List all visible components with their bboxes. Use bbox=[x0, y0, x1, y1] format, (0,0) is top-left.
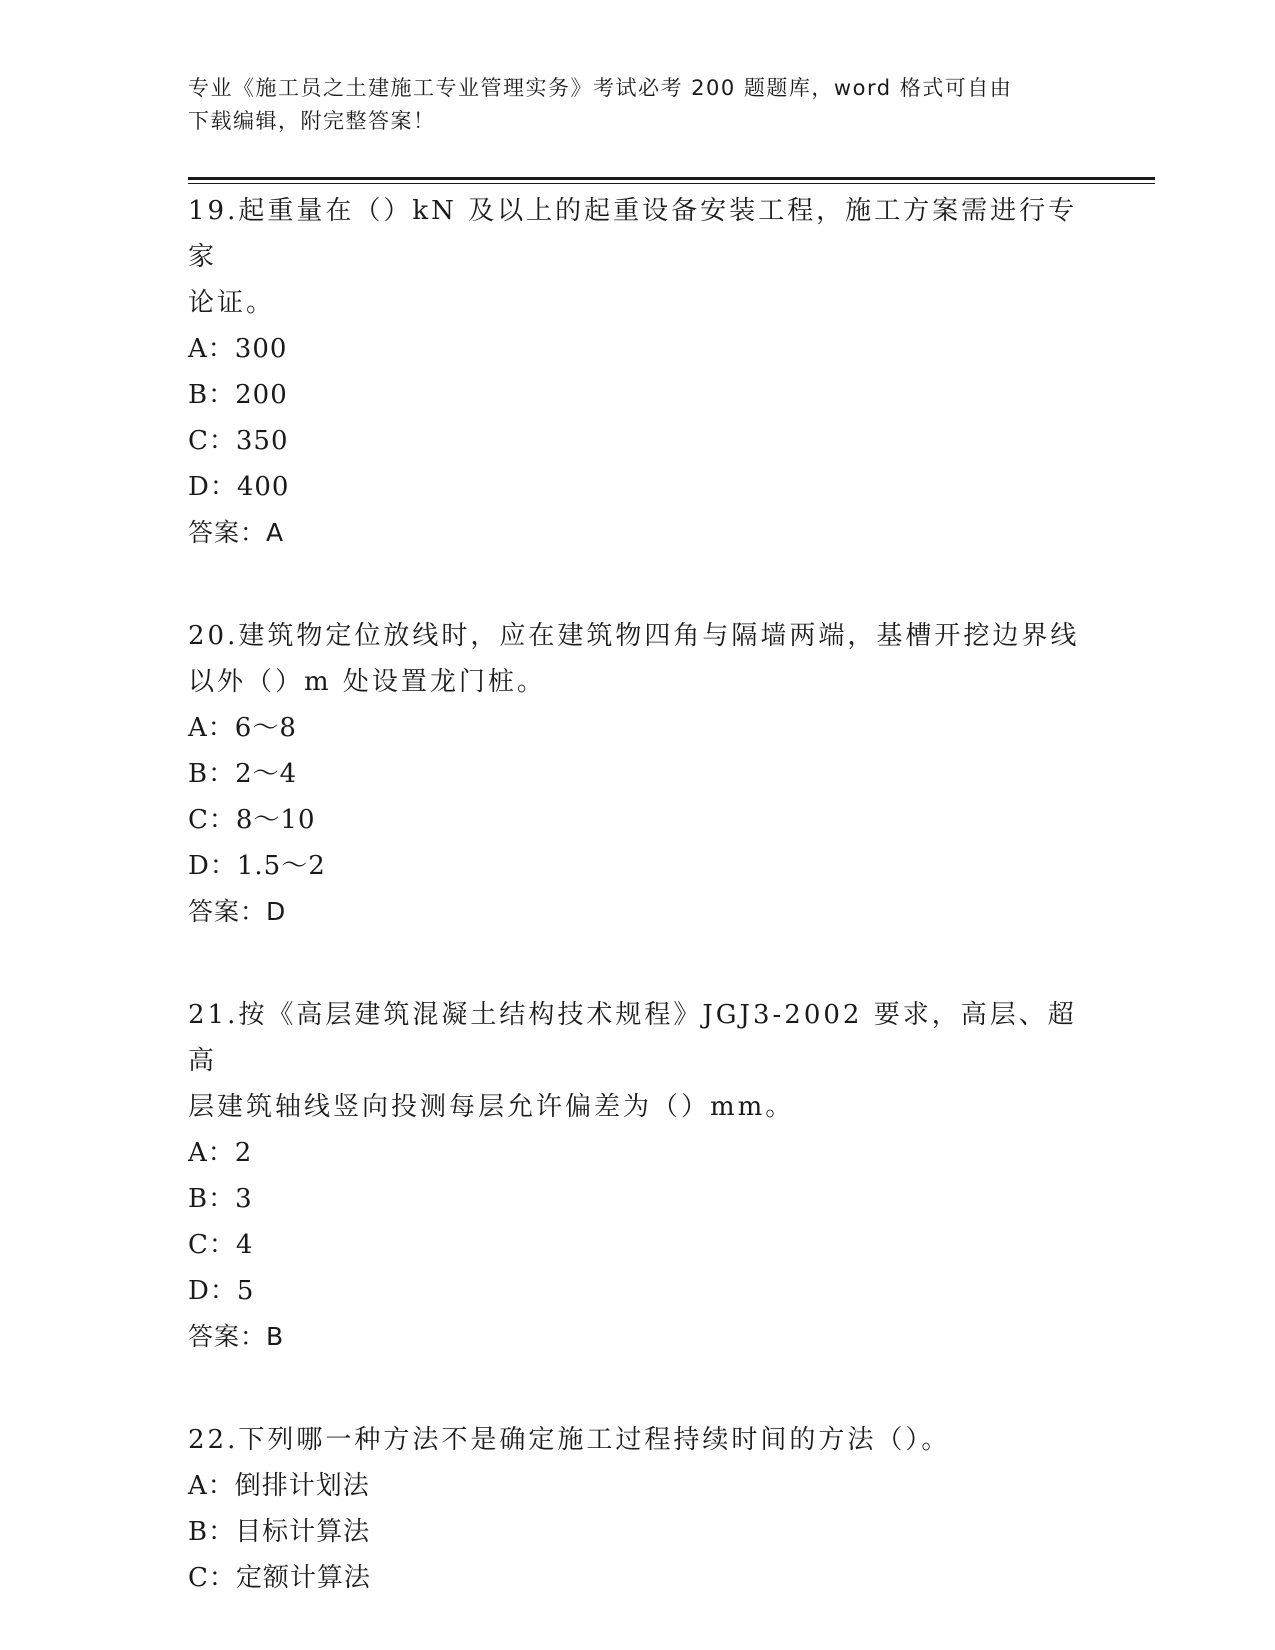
option-c: C：8～10 bbox=[188, 805, 316, 835]
question-list bbox=[188, 188, 1088, 1601]
option-a: A：300 bbox=[188, 334, 288, 364]
option-a: A：6～8 bbox=[188, 713, 297, 743]
question-stem-line: 19.起重量在（）kN 及以上的起重设备安装工程，施工方案需进行专家 bbox=[188, 196, 1078, 272]
question-21 bbox=[188, 992, 1088, 1360]
option-c: C：350 bbox=[188, 426, 289, 456]
question-19 bbox=[188, 188, 1088, 556]
option-b: B：3 bbox=[188, 1184, 253, 1214]
header-line-2: 下载编辑，附完整答案！ bbox=[188, 109, 436, 133]
option-b: B：目标计算法 bbox=[188, 1517, 371, 1547]
question-stem-line: 22.下列哪一种方法不是确定施工过程持续时间的方法（）。 bbox=[188, 1425, 951, 1455]
question-stem-line: 21.按《高层建筑混凝土结构技术规程》JGJ3-2002 要求，高层、超高 bbox=[188, 1000, 1077, 1076]
question-stem-line: 层建筑轴线竖向投测每层允许偏差为（）mm。 bbox=[188, 1092, 795, 1122]
question-stem-line: 论证。 bbox=[188, 288, 276, 318]
option-b: B：2～4 bbox=[188, 759, 298, 789]
question-20 bbox=[188, 613, 1088, 935]
option-b: B：200 bbox=[188, 380, 288, 410]
header-divider-thin bbox=[188, 183, 1155, 184]
question-stem-line: 以外（）m 处设置龙门桩。 bbox=[188, 667, 546, 697]
option-d: D：400 bbox=[188, 472, 290, 502]
answer-label: 答案：D bbox=[188, 897, 287, 926]
header-line-1: 专业《施工员之土建施工专业管理实务》考试必考 200 题题库，word 格式可自由 bbox=[188, 76, 1013, 100]
option-a: A：2 bbox=[188, 1138, 253, 1168]
option-c: C：4 bbox=[188, 1230, 254, 1260]
header-divider-thick bbox=[188, 177, 1155, 180]
document-header bbox=[188, 72, 1068, 138]
question-22 bbox=[188, 1417, 1088, 1601]
option-d: D：5 bbox=[188, 1276, 255, 1306]
option-a: A：倒排计划法 bbox=[188, 1471, 370, 1501]
question-stem-line: 20.建筑物定位放线时，应在建筑物四角与隔墙两端，基槽开挖边界线 bbox=[188, 621, 1080, 651]
answer-label: 答案：A bbox=[188, 518, 285, 547]
option-d: D：1.5～2 bbox=[188, 851, 326, 881]
option-c: C：定额计算法 bbox=[188, 1563, 371, 1593]
answer-label: 答案：B bbox=[188, 1322, 285, 1351]
